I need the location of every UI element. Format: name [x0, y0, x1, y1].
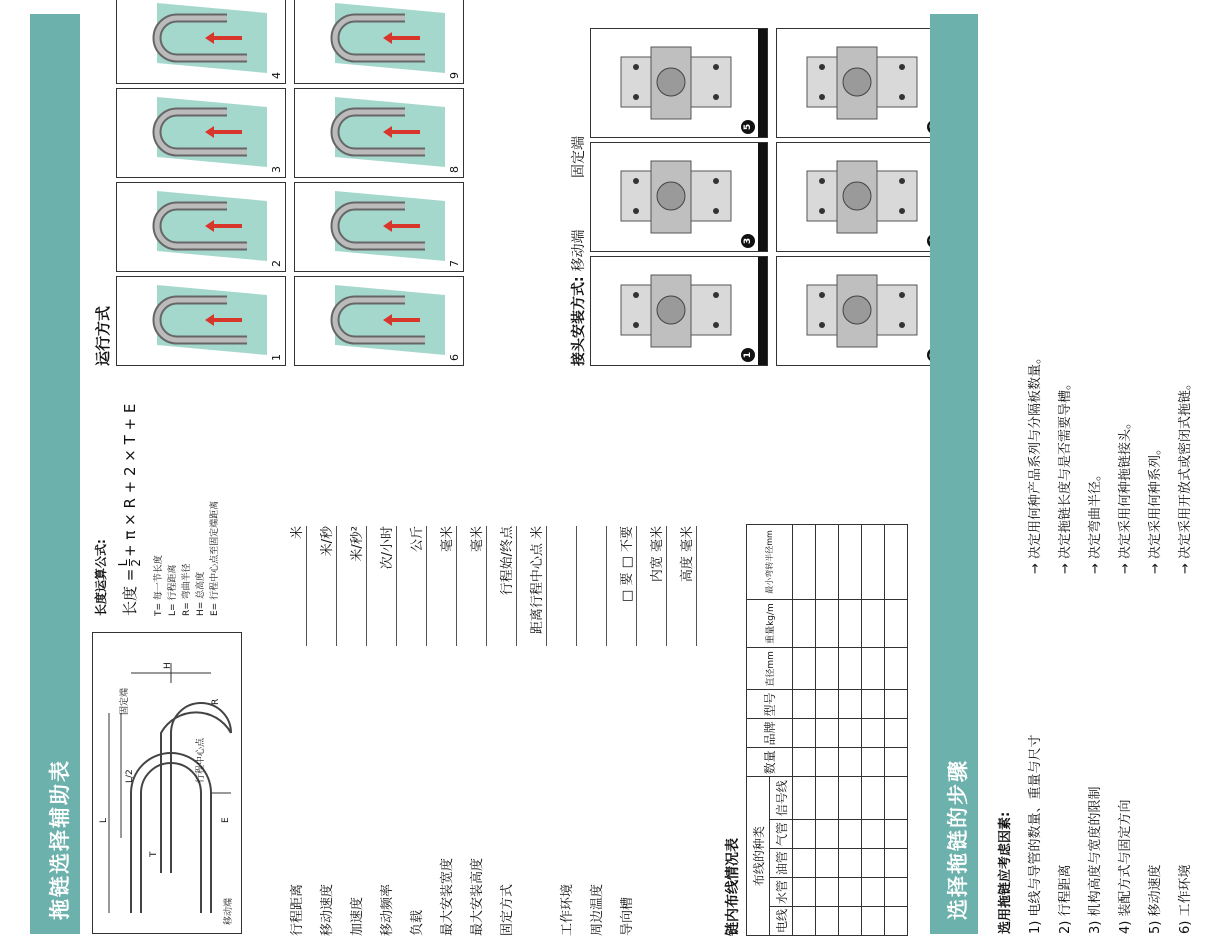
table-cell[interactable]: [839, 748, 862, 777]
formula-prefix: 长度 =: [121, 568, 139, 616]
step-factor: 1) 电线与导管的数量、重量与尺寸: [1028, 734, 1043, 934]
table-cell[interactable]: [816, 878, 839, 907]
motion-type-thumb: [294, 88, 464, 178]
legend-item: L= 行程距离: [168, 564, 178, 616]
table-cell[interactable]: [839, 849, 862, 878]
table-cell[interactable]: [793, 690, 816, 719]
bracket-illustration: [591, 143, 767, 251]
mounting-title: 接头安装方式:: [571, 276, 587, 366]
chain-illustration: [295, 183, 463, 271]
table-cell[interactable]: [862, 748, 885, 777]
mounting-section: [568, 6, 928, 366]
col-header-brand: 品牌: [747, 719, 793, 748]
field-input-line[interactable]: [486, 526, 487, 646]
step-decision: → 决定用何种产品系列与分隔板数量。: [1028, 350, 1043, 574]
col-header-qty: 数量: [747, 748, 793, 777]
table-cell[interactable]: [862, 777, 885, 820]
field-input-line[interactable]: [546, 526, 547, 646]
dim-L2: L/2: [125, 769, 135, 783]
chain-diagram: [92, 632, 242, 934]
table-row: [839, 525, 862, 936]
chain-illustration: [295, 89, 463, 177]
mounting-type-number: 5: [741, 120, 755, 134]
mounting-type-thumb: [590, 28, 768, 138]
table-cell[interactable]: [793, 849, 816, 878]
col-header-weight: 重量kg/m: [747, 599, 793, 647]
col-header-wire: 电线: [770, 907, 793, 936]
motion-type-thumb: [116, 88, 286, 178]
table-cell[interactable]: [885, 820, 908, 849]
table-cell[interactable]: [793, 748, 816, 777]
table-cell[interactable]: [862, 878, 885, 907]
field-input-line[interactable]: [336, 526, 337, 646]
mounting-type-thumb: [776, 256, 954, 366]
chain-illustration: [117, 89, 285, 177]
table-cell[interactable]: [839, 719, 862, 748]
field-unit: 毫米: [470, 526, 485, 553]
table-row: [862, 525, 885, 936]
field-label: 最大安装宽度: [440, 857, 455, 936]
table-cell[interactable]: [885, 777, 908, 820]
formula-numerator: L: [116, 559, 130, 567]
formula-fraction: [117, 559, 142, 567]
field-unit: □ 要 □ 不要: [620, 526, 635, 602]
motion-type-thumb: [294, 0, 464, 84]
table-cell[interactable]: [885, 525, 908, 600]
table-cell[interactable]: [816, 525, 839, 600]
dim-T: T: [149, 851, 159, 857]
formula-heading: 长度运算公式:: [94, 539, 108, 616]
motion-type-thumb: [116, 182, 286, 272]
field-unit: 内宽 毫米: [650, 526, 665, 583]
wiring-heading: 链内布线情况表: [725, 838, 741, 936]
bracket-illustration: [777, 29, 953, 137]
field-unit: 米: [290, 526, 305, 540]
field-unit: 次/小时: [380, 526, 395, 570]
table-cell[interactable]: [885, 719, 908, 748]
bracket-illustration: [777, 143, 953, 251]
requirement-fields: [286, 516, 706, 936]
legend-item: H= 总高度: [196, 571, 206, 616]
field-input-line[interactable]: [636, 526, 637, 646]
field-input-line[interactable]: [516, 526, 517, 646]
col-header-model: 型号: [747, 690, 793, 719]
field-label: 最大安装高度: [470, 857, 485, 936]
step-decision: → 决定采用何种拖链接头。: [1118, 415, 1133, 574]
motion-type-thumb: [294, 276, 464, 366]
step-factor: 6) 工作环境: [1178, 864, 1193, 934]
table-cell[interactable]: [793, 878, 816, 907]
table-cell[interactable]: [793, 648, 816, 690]
page-title: 拖链选择辅助表: [48, 759, 72, 920]
col-header-water: 水管: [770, 878, 793, 907]
table-cell[interactable]: [793, 599, 816, 647]
steps-title: 选择拖链的步骤: [946, 759, 970, 920]
field-label: 周边温度: [590, 883, 605, 936]
steps-section: [990, 14, 1210, 934]
table-row: [816, 525, 839, 936]
table-row: [793, 525, 816, 936]
table-cell[interactable]: [862, 820, 885, 849]
wiring-group-header: 布线的种类: [747, 777, 770, 936]
col-header-air: 气管: [770, 820, 793, 849]
mounting-type-thumb: [590, 256, 768, 366]
mounting-type-thumb: [590, 142, 768, 252]
table-cell[interactable]: [816, 719, 839, 748]
steps-banner: [930, 14, 978, 934]
col-header-min-radius: 最小弯转半径mm: [747, 525, 793, 600]
field-input-line[interactable]: [576, 526, 577, 646]
table-cell[interactable]: [885, 648, 908, 690]
chain-illustration: [117, 277, 285, 365]
table-cell[interactable]: [839, 690, 862, 719]
formula-denominator: 2: [129, 559, 143, 567]
field-input-line[interactable]: [666, 526, 667, 646]
table-row: [885, 525, 908, 936]
step-decision: → 决定采用开放式或密闭式拖链。: [1178, 376, 1193, 574]
table-cell[interactable]: [862, 907, 885, 936]
table-cell[interactable]: [885, 599, 908, 647]
step-factor: 2) 行程距离: [1058, 864, 1073, 934]
motion-type-number: 7: [448, 260, 461, 267]
step-decision: → 决定弯曲半径。: [1088, 467, 1103, 574]
field-label: 工作环境: [560, 883, 575, 936]
field-unit: 距离行程中心点 米: [530, 526, 545, 635]
chain-illustration: [117, 0, 285, 83]
table-cell[interactable]: [862, 690, 885, 719]
motion-type-thumb: [116, 0, 286, 84]
mounting-type-thumb: [776, 142, 954, 252]
mounting-heading: [568, 136, 588, 366]
table-cell[interactable]: [885, 748, 908, 777]
mounting-moving-label: 移动端: [571, 229, 587, 272]
table-cell[interactable]: [839, 777, 862, 820]
bracket-illustration: [777, 257, 953, 365]
field-label: 加速度: [350, 896, 365, 936]
black-strip: [758, 29, 767, 137]
motion-type-number: 6: [448, 354, 461, 361]
motion-type-thumb: [294, 182, 464, 272]
step-decision: → 决定采用何种系列。: [1148, 441, 1163, 574]
travel-center-label: 行程中心点: [196, 737, 206, 783]
table-cell[interactable]: [862, 599, 885, 647]
table-cell[interactable]: [816, 690, 839, 719]
mounting-fixed-label: 固定端: [571, 136, 587, 178]
field-label: 导向槽: [620, 896, 635, 936]
bracket-illustration: [591, 257, 767, 365]
moving-end-label: 移动端: [224, 897, 234, 925]
step-factor: 5) 移动速度: [1148, 864, 1163, 934]
table-cell[interactable]: [816, 849, 839, 878]
chain-illustration: [117, 183, 285, 271]
motion-type-number: 9: [448, 72, 461, 79]
table-cell[interactable]: [862, 648, 885, 690]
table-cell[interactable]: [885, 907, 908, 936]
legend-item: R= 弯曲半径: [182, 563, 192, 616]
table-cell[interactable]: [816, 820, 839, 849]
field-unit: 米/秒: [320, 526, 335, 557]
legend-item: T= 每一节长度: [154, 555, 164, 616]
mounting-type-number: 1: [741, 348, 755, 362]
motion-type-number: 2: [270, 260, 283, 267]
motion-type-number: 1: [270, 354, 283, 361]
table-cell[interactable]: [862, 525, 885, 600]
field-input-line[interactable]: [456, 526, 457, 646]
table-cell[interactable]: [793, 777, 816, 820]
step-decision: → 决定拖链长度与是否需要导槽。: [1058, 376, 1073, 574]
dim-H: H: [163, 662, 173, 669]
legend-item: E= 行程中心点至固定端距离: [210, 500, 220, 616]
wiring-table: [746, 524, 908, 936]
table-cell[interactable]: [885, 690, 908, 719]
field-unit: 高度 毫米: [680, 526, 695, 583]
field-input-line[interactable]: [396, 526, 397, 646]
motion-section: [92, 6, 472, 366]
dim-E: E: [221, 817, 231, 823]
formula-rest: + π × R + 2 × T + E: [120, 403, 139, 558]
field-input-line[interactable]: [606, 526, 607, 646]
motion-heading: 运行方式: [94, 305, 112, 366]
field-label: 移动频率: [380, 883, 395, 936]
chain-diagram-svg: [93, 633, 241, 933]
black-strip: [758, 143, 767, 251]
chain-illustration: [295, 0, 463, 83]
field-input-line[interactable]: [366, 526, 367, 646]
motion-type-number: 4: [270, 72, 283, 79]
table-cell[interactable]: [839, 907, 862, 936]
table-cell[interactable]: [839, 599, 862, 647]
dim-R: R: [211, 698, 221, 705]
table-cell[interactable]: [816, 599, 839, 647]
table-cell[interactable]: [816, 907, 839, 936]
table-cell[interactable]: [816, 748, 839, 777]
mounting-type-thumb: [776, 28, 954, 138]
table-cell[interactable]: [793, 907, 816, 936]
bracket-illustration: [591, 29, 767, 137]
table-cell[interactable]: [885, 849, 908, 878]
field-unit: 米/秒²: [350, 526, 365, 562]
table-cell[interactable]: [816, 777, 839, 820]
table-cell[interactable]: [885, 878, 908, 907]
motion-type-thumb: [116, 276, 286, 366]
table-cell[interactable]: [839, 648, 862, 690]
table-cell[interactable]: [839, 820, 862, 849]
field-input-line[interactable]: [306, 526, 307, 646]
field-label: 行程距离: [290, 883, 305, 936]
motion-type-number: 3: [270, 166, 283, 173]
table-cell[interactable]: [793, 525, 816, 600]
table-cell[interactable]: [839, 525, 862, 600]
col-header-signal: 信号线: [770, 777, 793, 820]
field-label: 移动速度: [320, 883, 335, 936]
wiring-section: [722, 516, 912, 936]
step-factor: 3) 机构高度与宽度的限制: [1088, 786, 1103, 934]
field-unit: 毫米: [440, 526, 455, 553]
table-cell[interactable]: [793, 820, 816, 849]
steps-heading: 选用拖链应考虑因素:: [998, 811, 1013, 934]
col-header-diameter: 直径mm: [747, 648, 793, 690]
field-label: 固定方式: [500, 883, 515, 936]
fixed-end-label: 固定端: [120, 687, 130, 715]
black-strip: [758, 257, 767, 365]
mounting-type-number: 3: [741, 234, 755, 248]
col-header-oil: 油管: [770, 849, 793, 878]
title-banner: [30, 14, 80, 934]
dim-L: L: [99, 817, 109, 823]
table-cell[interactable]: [862, 719, 885, 748]
table-cell[interactable]: [816, 648, 839, 690]
field-input-line[interactable]: [426, 526, 427, 646]
field-unit: 行程始/终点: [500, 526, 515, 596]
chain-illustration: [295, 277, 463, 365]
table-cell[interactable]: [793, 719, 816, 748]
step-factor: 4) 装配方式与固定方向: [1118, 799, 1133, 934]
table-cell[interactable]: [839, 878, 862, 907]
field-unit: 公斤: [410, 526, 425, 553]
table-cell[interactable]: [862, 849, 885, 878]
motion-type-number: 8: [448, 166, 461, 173]
field-input-line[interactable]: [696, 526, 697, 646]
field-label: 负载: [410, 909, 425, 936]
